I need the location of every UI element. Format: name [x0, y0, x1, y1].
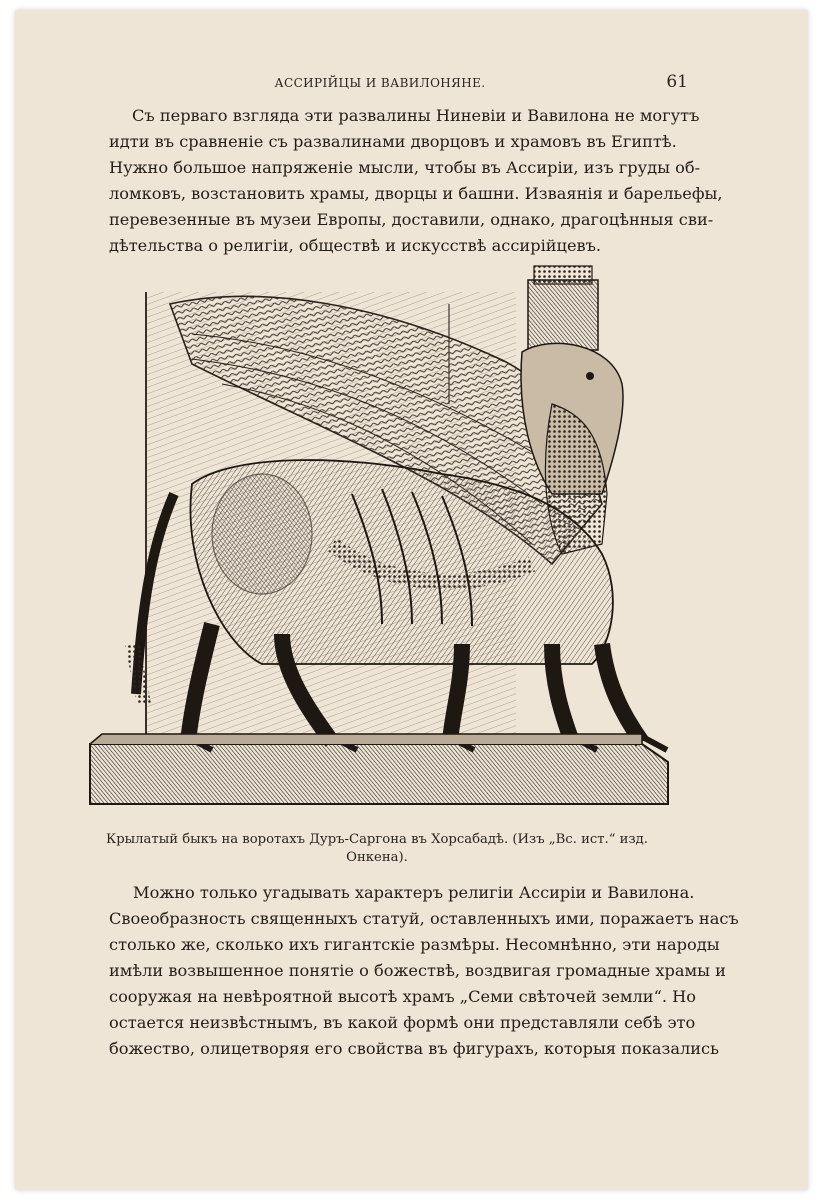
caption-line: Крылатый быкъ на воротахъ Дуръ-Саргона въ Хорсабадѣ. (Изъ „Вс. ист.“ изд.	[106, 832, 648, 847]
paragraph-intro	[109, 103, 723, 259]
text-line: божество, олицетворяя его свойства въ фигурахъ, которыя показались	[109, 1039, 719, 1058]
text-line: Своеобразность священныхъ статуй, оставленныхъ ими, поражаетъ насъ	[109, 909, 739, 928]
winged-bull-illustration	[82, 264, 672, 812]
text-line: имѣли возвышенное понятіе о божествѣ, воздвигая громадные храмы и	[109, 961, 726, 980]
running-title: АССИРІЙЦЫ И ВАВИЛОНЯНЕ.	[274, 76, 486, 90]
text-line: дѣтельства о религіи, обществѣ и искусствѣ ассирійцевъ.	[109, 236, 602, 255]
page-header	[0, 64, 823, 94]
paragraph-religion	[109, 880, 739, 1062]
winged-bull-engraving-icon	[82, 264, 672, 812]
text-line: остается неизвѣстнымъ, въ какой формѣ они представляли себѣ это	[109, 1013, 696, 1032]
text-line: ломковъ, возстановить храмы, дворцы и башни. Изваянія и барельефы,	[109, 184, 723, 203]
figure-caption	[72, 831, 682, 867]
text-line: идти въ сравненіе съ развалинами дворцовъ и храмовъ въ Египтѣ.	[109, 132, 677, 151]
text-line: Нужно большое напряженіе мысли, чтобы въ Ассиріи, изъ груды об-	[109, 158, 701, 177]
text-line: перевезенные въ музеи Европы, доставили, однако, драгоцѣнныя сви-	[109, 210, 714, 229]
page-number: 61	[666, 72, 688, 92]
text-line: Можно только угадывать характеръ религіи Ассиріи и Вавилона.	[133, 883, 695, 902]
text-line: сооружая на невѣроятной высотѣ храмъ „Семи свѣточей земли“. Но	[109, 987, 697, 1006]
caption-line: Онкена).	[346, 850, 408, 865]
text-line: Съ перваго взгляда эти развалины Ниневіи и Вавилона не могутъ	[132, 106, 700, 125]
text-line: столько же, сколько ихъ гигантскіе размѣры. Несомнѣнно, эти народы	[109, 935, 720, 954]
